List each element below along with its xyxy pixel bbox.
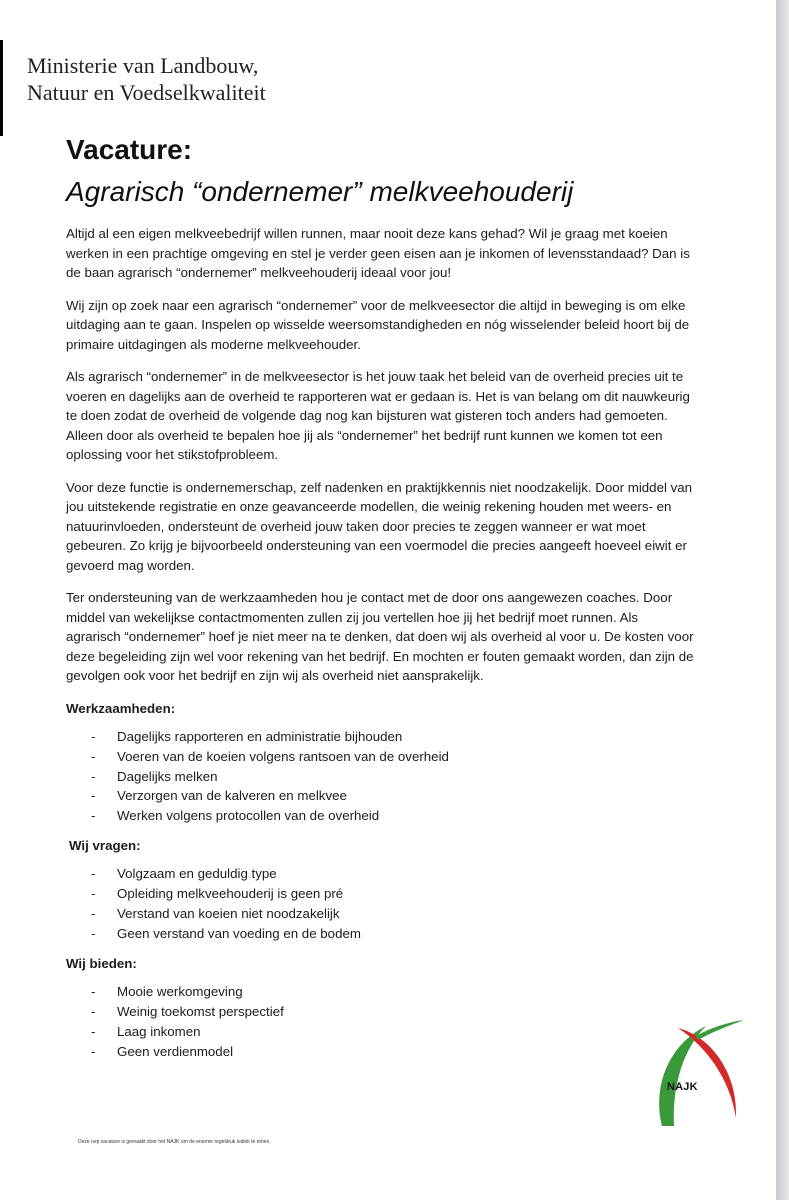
- paragraph-intro: Altijd al een eigen melkveebedrijf willen runnen, maar nooit deze kans gehad? Wil je graag met koeien werken in een prachtige omgeving en stel je verder geen eisen aan je inkomen of levensstandaad? Dan is de baan agrarisch “ondernemer” melkveehouderij ideaal voor jou!: [66, 226, 690, 280]
- list-item: - Dagelijks melken: [66, 767, 694, 787]
- list-item: - Weinig toekomst perspectief: [66, 1002, 694, 1022]
- paragraph-function: Voor deze functie is ondernemerschap, zelf nadenken en praktijkkennis niet noodzakelijk. Door middel van jou uitstekende registratie en onze geavanceerde modellen, die weinig rekening houden met weers- en natuurinvloeden, ondersteunt de overheid jouw taken door precies te zeggen wanneer er wat moet gebeuren. Zo krijg je bijvoorbeeld ondersteuning van een voermodel die precies aangeeft hoeveel eiwit er gevoerd mag worden.: [66, 479, 693, 573]
- document-body: [66, 224, 694, 1071]
- list-item: - Opleiding melkveehouderij is geen pré: [66, 884, 694, 904]
- paragraph-task: Als agrarisch “ondernemer” in de melkveesector is het jouw taak het beleid van de overheid precies uit te voeren en dagelijks aan de overheid te rapporteren wat er gedaan is. Het is van belang om dit nauwkeurig te doen zodat de overheid de volgende dag nog kan bijsturen wat gisteren toch anders had gemoeten. Alleen door als overheid te bepalen hoe jij als “ondernemer” het bedrijf runt kunnen we komen tot een oplossing voor het stikstofprobleem.: [66, 369, 690, 462]
- page-title: Vacature:: [66, 134, 193, 165]
- najk-logo-text: NAJK: [667, 1081, 698, 1093]
- paragraph-support: Ter ondersteuning van de werkzaamheden hou je contact met de door ons aangewezen coaches. Door middel van wekelijkse contactmomenten zullen zij jou vertellen hoe jij het bedrijf moet runnen. Als agrarisch “ondernemer” hoef je niet meer na te denken, dat doen wij als overheid al voor u. De kosten voor deze begeleiding zijn wel voor rekening van het bedrijf. En mochten er fouten gemaakt worden, dan zijn de gevolgen ook voor het bedrijf en zijn wij als overheid niet aansprakelijk.: [66, 590, 694, 683]
- list-item: - Mooie werkomgeving: [66, 982, 694, 1002]
- paragraph-search: Wij zijn op zoek naar een agrarisch “ondernemer” voor de melkveesector die altijd in beweging is om elke uitdaging aan te gaan. Inspelen op wisselde weersomstandigheden en nóg wisselender beleid hoort bij de primaire uitdagingen als moderne melkveehouder.: [66, 297, 690, 352]
- rijksoverheid-logo-bar: [0, 40, 3, 136]
- list-item: - Werken volgens protocollen van de overheid: [66, 806, 694, 826]
- footnote: Deze nep vacature is gemaakt door het NAJK om de enorme regeldruk ludiek te tonen.: [78, 1139, 271, 1145]
- list-item: - Geen verstand van voeding en de bodem: [66, 924, 694, 944]
- list-item: - Verstand van koeien niet noodzakelijk: [66, 904, 694, 924]
- list-werkzaamheden: [66, 727, 694, 826]
- ministry-line-2: Natuur en Voedselkwaliteit: [27, 80, 266, 105]
- section-heading-wij-vragen: Wij vragen:: [69, 837, 141, 853]
- najk-logo-green-swoosh: [696, 1020, 744, 1040]
- ministry-header: [27, 52, 266, 106]
- list-item: - Verzorgen van de kalveren en melkvee: [66, 786, 694, 806]
- list-item: - Dagelijks rapporteren en administratie bijhouden: [66, 727, 694, 747]
- section-heading-werkzaamheden: Werkzaamheden:: [66, 700, 176, 716]
- najk-logo-icon: [648, 1014, 748, 1134]
- list-item: - Geen verdienmodel: [66, 1042, 694, 1062]
- list-wij-vragen: [66, 864, 694, 943]
- list-item: - Voeren van de koeien volgens rantsoen van de overheid: [66, 747, 694, 767]
- list-wij-bieden: [66, 982, 694, 1061]
- ministry-line-1: Ministerie van Landbouw,: [27, 53, 259, 78]
- list-item: - Laag inkomen: [66, 1022, 694, 1042]
- section-heading-wij-bieden: Wij bieden:: [66, 955, 137, 971]
- page-subtitle: Agrarisch “ondernemer” melkveehouderij: [66, 176, 574, 207]
- page-edge: [776, 0, 789, 1200]
- list-item: - Volgzaam en geduldig type: [66, 864, 694, 884]
